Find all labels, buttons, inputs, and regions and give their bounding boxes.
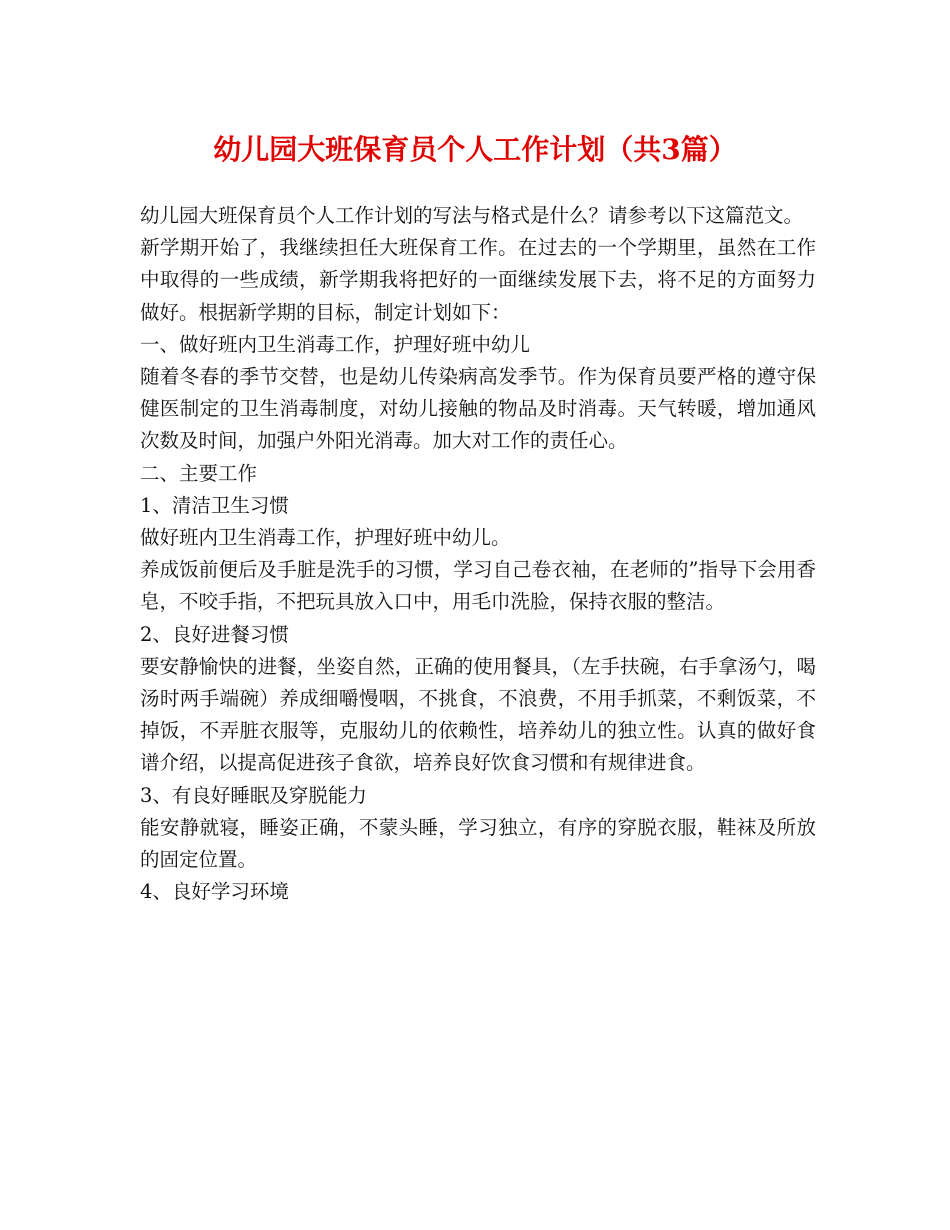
intro-paragraph: 幼儿园大班保育员个人工作计划的写法与格式是什么？请参考以下这篇范文。 <box>140 204 804 227</box>
body-paragraph: 做好班内卫生消毒工作，护理好班中幼儿。 <box>140 526 511 550</box>
document-title: 幼儿园大班保育员个人工作计划（共3篇） <box>213 133 737 166</box>
subsection-heading-4: 4、良好学习环境 <box>140 880 289 904</box>
body-paragraph: 能安静就寝，睡姿正确，不蒙头睡，学习独立，有序的穿脱衣服，鞋袜及所放的固定位置。 <box>140 815 816 872</box>
subsection-heading-3: 3、有良好睡眠及穿脱能力 <box>140 783 367 807</box>
subsection-heading-2: 2、良好进餐习惯 <box>140 622 289 646</box>
subsection-heading-1: 1、清洁卫生习惯 <box>140 493 289 517</box>
body-paragraph: 要安静愉快的进餐，坐姿自然，正确的使用餐具，（左手扶碗，右手拿汤勺，喝汤时两手端碗）养成细嚼慢咽，不挑食，不浪费，不用手抓菜，不剩饭菜，不掉饭，不弄脏衣服等，克服幼儿的依赖性，培养幼儿的独立性。认真的做好食谱介绍，以提高促进孩子食欲，培养良好饮食习惯和有规律进食。 <box>140 654 816 775</box>
body-paragraph: 随着冬春的季节交替，也是幼儿传染病高发季节。作为保育员要严格的遵守保健医制定的卫生消毒制度，对幼儿接触的物品及时消毒。天气转暖，增加通风次数及时间，加强户外阳光消毒。加大对工作的责任心。 <box>140 365 816 453</box>
document-body <box>140 200 816 908</box>
body-paragraph: 养成饭前便后及手脏是洗手的习惯，学习自己卷衣袖，在老师的”指导下会用香皂，不咬手指，不把玩具放入口中，用毛巾洗脸，保持衣服的整洁。 <box>140 558 816 614</box>
section-heading-1: 一、做好班内卫生消毒工作，护理好班中幼儿 <box>140 332 531 356</box>
section-heading-2: 二、主要工作 <box>140 461 258 485</box>
opening-paragraph: 新学期开始了，我继续担任大班保育工作。在过去的一个学期里，虽然在工作中取得的一些成绩，新学期我将把好的一面继续发展下去，将不足的方面努力做好。根据新学期的目标，制定计划如下： <box>140 236 816 324</box>
